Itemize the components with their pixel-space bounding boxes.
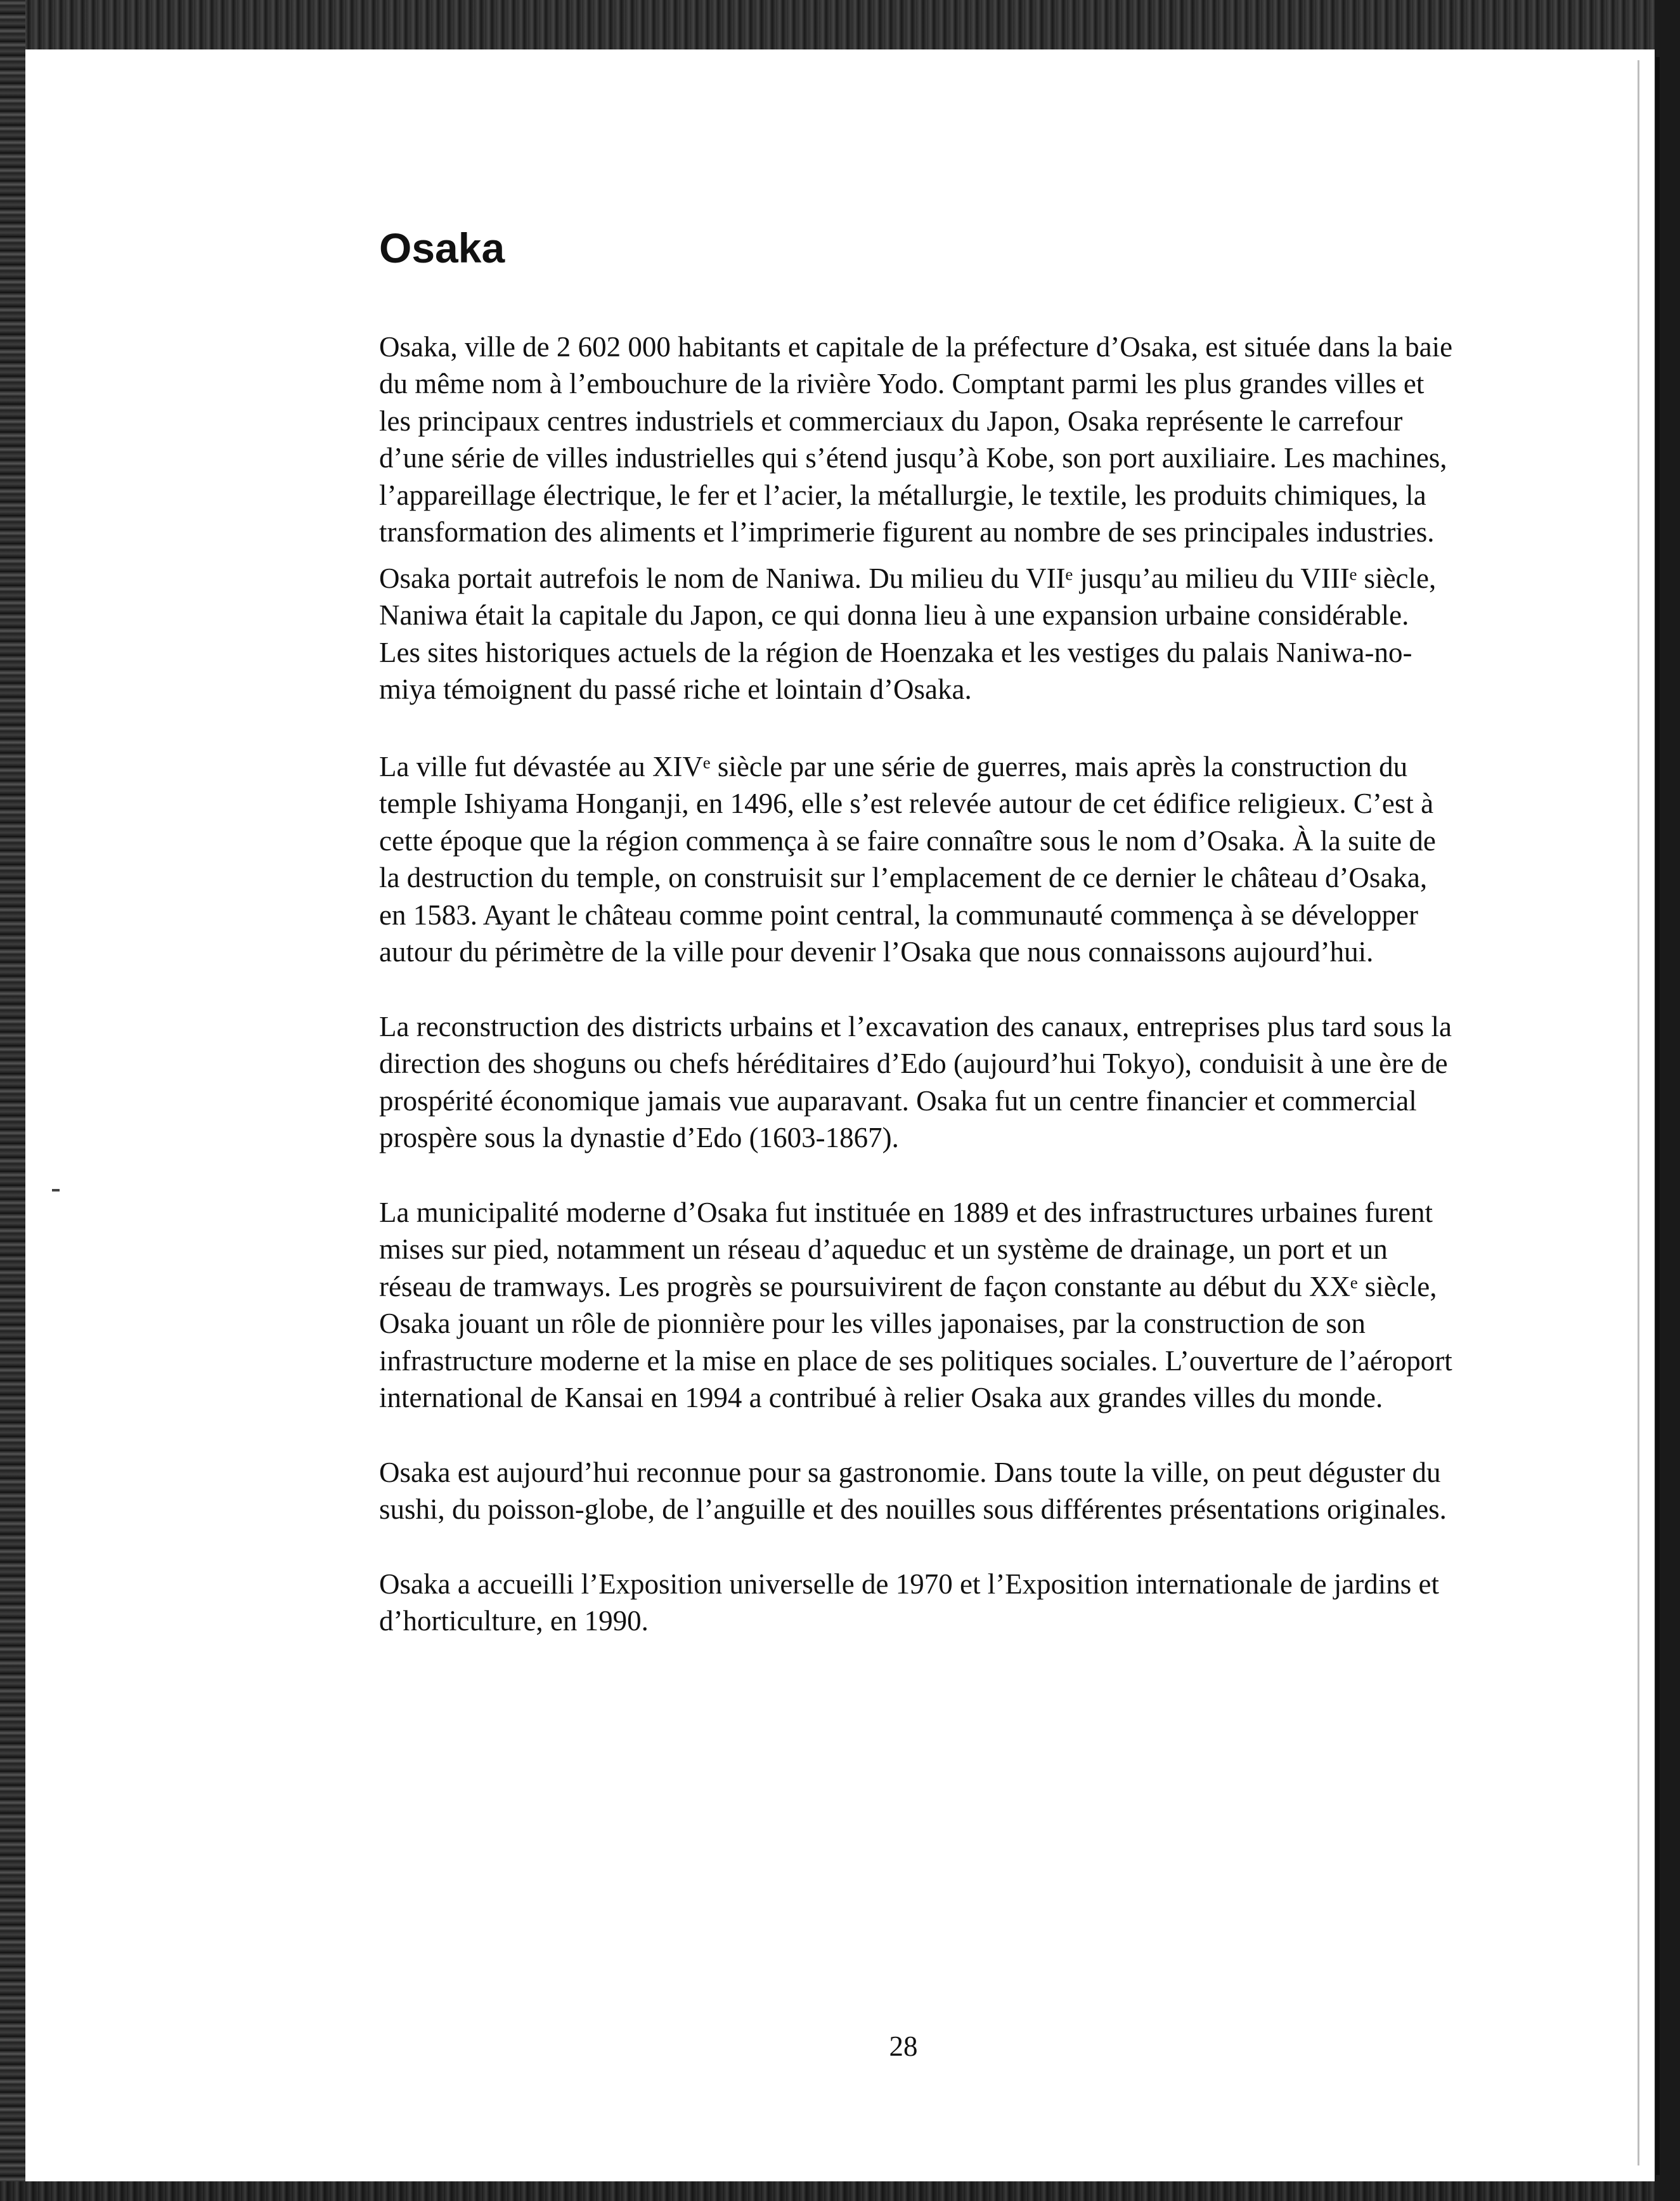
page-content bbox=[379, 225, 1457, 1640]
paragraph-castle-history: La ville fut dévastée au XIVᵉ siècle par une série de guerres, mais après la construction du temple Ishiyama Honganji, en 1496, elle s’est relevée autour de cet édifice religieux. C’est à cette époque que la région commença à se faire connaître sous le nom d’Osaka. À la suite de la destruction du temple, on construisit sur l’emplacement de ce dernier le château d’Osaka, en 1583. Ayant le château comme point central, la communauté commença à se développer autour du périmètre de la ville pour devenir l’Osaka que nous connaissons aujourd’hui. bbox=[379, 750, 1436, 968]
paragraph-modern-municipality: La municipalité moderne d’Osaka fut instituée en 1889 et des infrastructures urbaines furent mises sur pied, notamment un réseau d’aqueduc et un système de drainage, un port et un réseau de tramways. Les progrès se poursuivirent de façon constante au début du XXᵉ siècle, Osaka jouant un rôle de pionnière pour les villes japonaises, par la construction de son infrastructure moderne et la mise en place de ses politiques sociales. L’ouverture de l’aéroport international de Kansai en 1994 a contribué à relier Osaka aux grandes villes du monde. bbox=[379, 1196, 1452, 1414]
page-title: Osaka bbox=[379, 224, 505, 271]
scan-border-bottom bbox=[0, 2181, 1680, 2201]
paragraph-gastronomy: Osaka est aujourd’hui reconnue pour sa gastronomie. Dans toute la ville, on peut déguster du sushi, du poisson-globe, de l’anguille et des nouilles sous différentes présentations originales. bbox=[379, 1456, 1447, 1526]
paragraph-edo-prosperity: La reconstruction des districts urbains et l’excavation des canaux, entreprises plus tard sous la direction des shoguns ou chefs héréditaires d’Edo (aujourd’hui Tokyo), conduisit à une ère de prospérité économique jamais vue auparavant. Osaka fut un centre financier et commercial prospère sous la dynastie d’Edo (1603-1867). bbox=[379, 1010, 1452, 1154]
scan-right-line bbox=[1656, 57, 1660, 2175]
scan-faint-line bbox=[1638, 60, 1639, 2165]
paragraph-population: Osaka, ville de 2 602 000 habitants et capitale de la préfecture d’Osaka, est située dans la baie du même nom à l’embouchure de la rivière Yodo. Comptant parmi les plus grandes villes et les principaux centres industriels et commerciaux du Japon, Osaka représente le carrefour d’une série de villes industrielles qui s’étend jusqu’à Kobe, son port auxiliaire. Les machines, l’appareillage électrique, le fer et l’acier, la métallurgie, le textile, les produits chimiques, la transformation des aliments et l’imprimerie figurent au nombre de ses principales industries. bbox=[379, 330, 1453, 549]
scan-border-top bbox=[0, 0, 1680, 49]
paragraph-naniwa-history: Osaka portait autrefois le nom de Naniwa. Du milieu du VIIᵉ jusqu’au milieu du VIIIᵉ siècle, Naniwa était la capitale du Japon, ce qui donna lieu à une expansion urbaine considérable. Les sites historiques actuels de la région de Hoenzaka et les vestiges du palais Naniwa-no-miya témoignent du passé riche et lointain d’Osaka. bbox=[379, 562, 1437, 706]
scan-border-left bbox=[0, 0, 25, 2201]
scan-speck bbox=[52, 1189, 60, 1191]
page-number: 28 bbox=[889, 2030, 918, 2062]
paragraph-expositions: Osaka a accueilli l’Exposition universelle de 1970 et l’Exposition internationale de jardins et d’horticulture, en 1990. bbox=[379, 1568, 1440, 1637]
